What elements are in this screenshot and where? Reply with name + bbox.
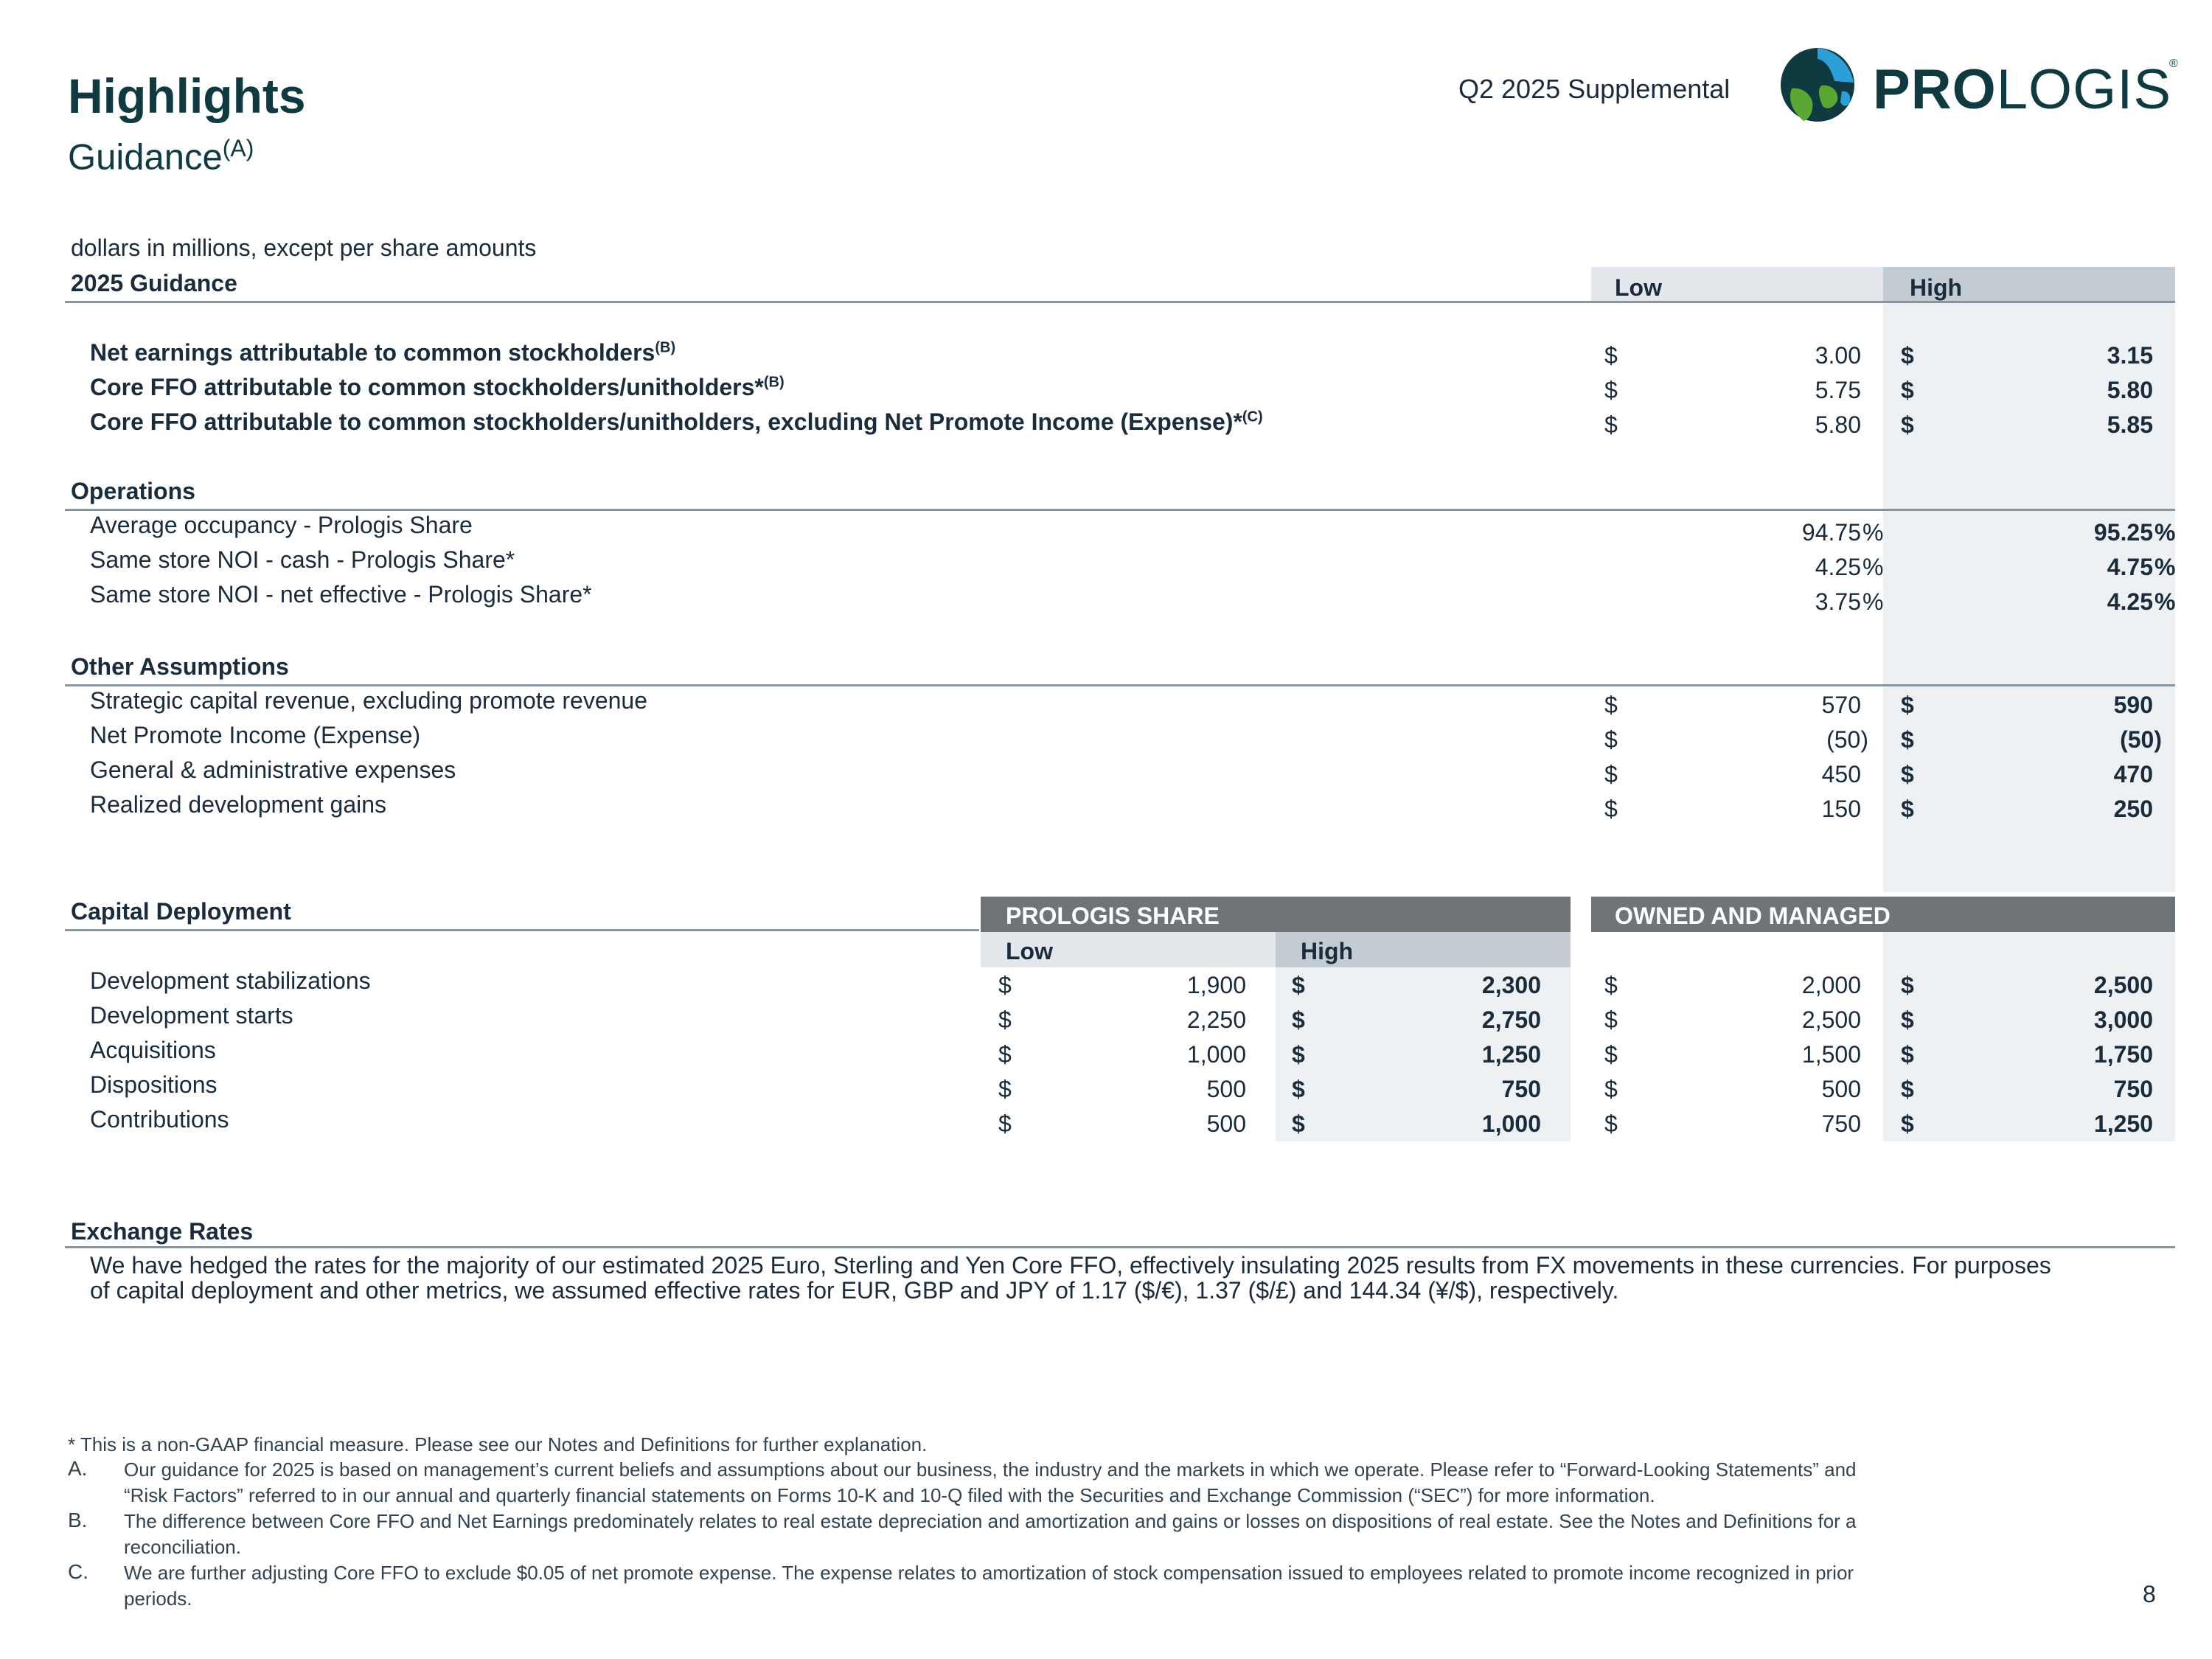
om-high-value: 3,000	[2093, 1006, 2153, 1033]
currency-symbol: $	[1604, 796, 1618, 822]
supplemental-label: Q2 2025 Supplemental	[1458, 74, 1731, 104]
currency-symbol: $	[1604, 1076, 1618, 1102]
operations-high-value: 95.25	[2093, 519, 2153, 546]
capital-heading: Capital Deployment	[71, 898, 291, 925]
other-row-label: Strategic capital revenue, excluding promote revenue	[90, 687, 647, 714]
footnote-text-line2: periods.	[124, 1587, 192, 1610]
exchange-rule	[65, 1246, 2175, 1248]
guidance-low-value: 3.00	[1815, 342, 1861, 369]
exchange-text-1: We have hedged the rates for the majority of our estimated 2025 Euro, Sterling and Yen Core FFO, effectively insulating 2025 results from FX movements in these currencies. For purposes	[90, 1252, 2051, 1279]
ps-low-value: 1,900	[1186, 972, 1246, 998]
prologis-share-label: PROLOGIS SHARE	[1006, 902, 1220, 929]
currency-symbol: $	[998, 1110, 1012, 1137]
ps-low-value: 500	[1206, 1110, 1246, 1137]
capital-row-label: Development starts	[90, 1002, 293, 1029]
other-low-value: 570	[1821, 692, 1861, 718]
capital-row-label: Development stabilizations	[90, 967, 371, 994]
footnote-text-line2: reconciliation.	[124, 1536, 241, 1558]
currency-symbol: $	[1604, 761, 1618, 787]
currency-symbol: $	[1901, 377, 1914, 403]
page-title: Highlights	[68, 69, 306, 123]
percent-sign: %	[1863, 554, 1884, 580]
col-low-header: Low	[1615, 274, 1662, 301]
currency-symbol: $	[1901, 1110, 1914, 1137]
om-high-value: 1,750	[2093, 1041, 2153, 1068]
currency-symbol: $	[1901, 411, 1914, 438]
footnote-letter: B.	[68, 1509, 88, 1531]
currency-symbol: $	[1604, 692, 1618, 718]
footnote-letter: C.	[68, 1560, 88, 1583]
units-note: dollars in millions, except per share amounts	[71, 234, 537, 261]
currency-symbol: $	[998, 1076, 1012, 1102]
page-number: 8	[2143, 1581, 2156, 1607]
operations-row-label: Same store NOI - net effective - Prologis Share*	[90, 581, 592, 608]
exchange-heading: Exchange Rates	[71, 1218, 254, 1245]
currency-symbol: $	[1901, 726, 1914, 753]
ps-high-value: 1,000	[1481, 1110, 1541, 1137]
logo-light: LOGIS	[1996, 58, 2172, 121]
currency-symbol: $	[1901, 342, 1914, 369]
other-low-value: 150	[1821, 796, 1861, 822]
ps-high-header: High	[1301, 938, 1354, 964]
currency-symbol: $	[1292, 1041, 1305, 1068]
om-low-value: 2,500	[1801, 1006, 1861, 1033]
percent-sign: %	[2154, 519, 2176, 546]
operations-row-label: Average occupancy - Prologis Share	[90, 512, 473, 538]
capital-row-label: Dispositions	[90, 1071, 218, 1098]
subtitle-text: Guidance	[68, 137, 223, 178]
capital-row-label: Acquisitions	[90, 1037, 216, 1063]
footnote-text-line1: The difference between Core FFO and Net Earnings predominately relates to real estate depreciation and amortization and gains or losses on dispositions of real estate. See the Notes and Definitions for a	[124, 1510, 1857, 1532]
percent-sign: %	[1863, 519, 1884, 546]
page-subtitle	[68, 135, 254, 178]
guidance-rule	[65, 301, 2175, 303]
currency-symbol: $	[1901, 692, 1914, 718]
ps-high-value: 1,250	[1481, 1041, 1541, 1068]
percent-sign: %	[2154, 588, 2176, 615]
operations-heading: Operations	[71, 478, 195, 504]
other-low-value: (50)	[1826, 726, 1868, 753]
currency-symbol: $	[1292, 1076, 1305, 1102]
other-row-label: Realized development gains	[90, 791, 387, 818]
currency-symbol: $	[1901, 1006, 1914, 1033]
currency-symbol: $	[998, 1006, 1012, 1033]
currency-symbol: $	[1901, 796, 1914, 822]
owned-managed-label: OWNED AND MANAGED	[1615, 902, 1891, 929]
currency-symbol: $	[1292, 1006, 1305, 1033]
ps-low-header: Low	[1006, 938, 1053, 964]
ps-low-value: 2,250	[1186, 1006, 1246, 1033]
currency-symbol: $	[1604, 726, 1618, 753]
guidance-high-value: 3.15	[2107, 342, 2153, 369]
exchange-text-2: of capital deployment and other metrics, we assumed effective rates for EUR, GBP and JPY of 1.17 ($/€), 1.37 ($/£) and 144.34 (¥/$), respectively.	[90, 1277, 1619, 1304]
currency-symbol: $	[1292, 972, 1305, 998]
owned-managed-header	[1591, 897, 2175, 932]
other-heading: Other Assumptions	[71, 653, 289, 680]
col-high-header: High	[1910, 274, 1963, 301]
operations-row-label: Same store NOI - cash - Prologis Share*	[90, 546, 515, 573]
registered-mark: ®	[2169, 58, 2178, 70]
om-low-value: 2,000	[1801, 972, 1861, 998]
currency-symbol: $	[998, 972, 1012, 998]
other-high-value: 250	[2113, 796, 2153, 822]
operations-high-value: 4.75	[2107, 554, 2153, 580]
footnote-star: * This is a non-GAAP financial measure. Please see our Notes and Definitions for further explanation.	[68, 1433, 928, 1455]
other-high-value: 470	[2113, 761, 2153, 787]
guidance-row-label: Net earnings attributable to common stockholders$^{(B)}$	[90, 339, 676, 366]
prologis-share-header	[981, 897, 1571, 932]
capital-row-label: Contributions	[90, 1106, 229, 1133]
currency-symbol: $	[1901, 1076, 1914, 1102]
operations-low-value: 94.75	[1801, 519, 1861, 546]
operations-low-value: 4.25	[1815, 554, 1861, 580]
om-low-value: 750	[1821, 1110, 1861, 1137]
other-high-value: (50)	[2120, 726, 2162, 753]
ps-high-value: 2,300	[1481, 972, 1541, 998]
currency-symbol: $	[1604, 411, 1618, 438]
currency-symbol: $	[1901, 1041, 1914, 1068]
ps-high-value: 750	[1501, 1076, 1541, 1102]
footnote-text-line1: Our guidance for 2025 is based on management’s current beliefs and assumptions about our business, the industry and the markets in which we operate. Please refer to “Forward-Looking Statements” and	[124, 1458, 1857, 1481]
logo-wordmark	[1873, 58, 2171, 122]
guidance-low-value: 5.80	[1815, 411, 1861, 438]
capital-rule	[65, 929, 979, 931]
currency-symbol: $	[998, 1041, 1012, 1068]
currency-symbol: $	[1604, 377, 1618, 403]
logo-bold: PRO	[1873, 58, 1997, 121]
ps-high-value: 2,750	[1481, 1006, 1541, 1033]
om-low-value: 500	[1821, 1076, 1861, 1102]
footnote-letter: A.	[68, 1457, 88, 1480]
footnote-text-line2: “Risk Factors” referred to in our annual and quarterly financial statements on Forms 10-K and 10-Q filed with the Securities and Exchange Commission (“SEC”) for more information.	[124, 1484, 1655, 1506]
currency-symbol: $	[1604, 1006, 1618, 1033]
other-low-value: 450	[1821, 761, 1861, 787]
operations-low-value: 3.75	[1815, 588, 1861, 615]
ps-low-value: 1,000	[1186, 1041, 1246, 1068]
currency-symbol: $	[1292, 1110, 1305, 1137]
om-high-value: 1,250	[2093, 1110, 2153, 1137]
currency-symbol: $	[1604, 972, 1618, 998]
currency-symbol: $	[1604, 1110, 1618, 1137]
guidance-high-value: 5.80	[2107, 377, 2153, 403]
prologis-logo	[1777, 44, 2178, 133]
other-high-value: 590	[2113, 692, 2153, 718]
guidance-low-value: 5.75	[1815, 377, 1861, 403]
percent-sign: %	[1863, 588, 1884, 615]
globe-icon	[1777, 44, 1858, 125]
guidance-high-value: 5.85	[2107, 411, 2153, 438]
footnote-text-line1: We are further adjusting Core FFO to exclude $0.05 of net promote expense. The expense relates to amortization of stock compensation issued to employees related to promote income recognized in prior	[124, 1562, 1854, 1584]
currency-symbol: $	[1604, 342, 1618, 369]
guidance-heading: 2025 Guidance	[71, 270, 237, 296]
other-rule	[65, 684, 2175, 686]
subtitle-footnote-ref: (A)	[222, 135, 254, 161]
currency-symbol: $	[1604, 1041, 1618, 1068]
guidance-row-label: Core FFO attributable to common stockholders/unitholders, excluding Net Promote Income (Expense)*$^{(C)}$	[90, 408, 1263, 435]
operations-high-value: 4.25	[2107, 588, 2153, 615]
currency-symbol: $	[1901, 761, 1914, 787]
om-low-value: 1,500	[1801, 1041, 1861, 1068]
other-row-label: General & administrative expenses	[90, 757, 456, 783]
om-high-value: 750	[2113, 1076, 2153, 1102]
guidance-row-label: Core FFO attributable to common stockholders/unitholders*$^{(B)}$	[90, 374, 785, 400]
currency-symbol: $	[1901, 972, 1914, 998]
om-high-value: 2,500	[2093, 972, 2153, 998]
ps-low-value: 500	[1206, 1076, 1246, 1102]
operations-rule	[65, 509, 2175, 511]
other-row-label: Net Promote Income (Expense)	[90, 722, 421, 748]
percent-sign: %	[2154, 554, 2176, 580]
